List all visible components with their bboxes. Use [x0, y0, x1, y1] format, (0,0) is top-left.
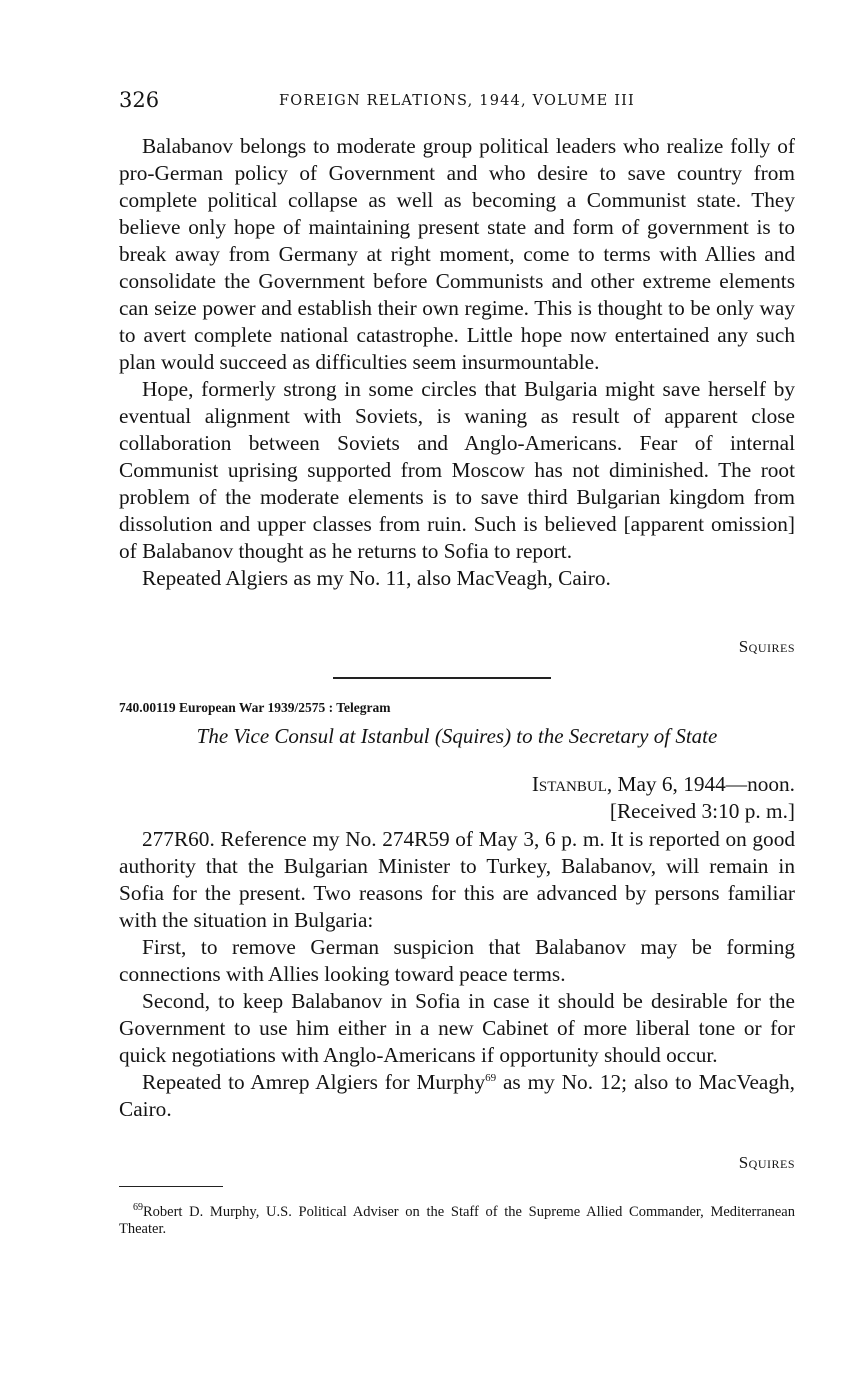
page-header	[119, 88, 795, 118]
footnote-reference: 69	[485, 1071, 497, 1084]
dateline-place: Istanbul,	[531, 772, 613, 796]
footnote-text: Robert D. Murphy, U.S. Political Adviser on the Staff of the Supreme Allied Commander, Mediterranean Theater.	[119, 1204, 795, 1237]
dateline-date: May 6, 1944—noon.	[617, 772, 795, 796]
page-number: 326	[119, 88, 160, 112]
paragraph-text: as my No. 12; also to MacVeagh, Cairo.	[119, 1070, 795, 1121]
running-head: FOREIGN RELATIONS, 1944, VOLUME III	[279, 93, 635, 109]
document-title: The Vice Consul at Istanbul (Squires) to the Secretary of State	[196, 724, 718, 748]
received-note: [Received 3:10 p. m.]	[609, 799, 795, 823]
paragraph: First, to remove German suspicion that Balabanov may be forming connections with Allies looking toward peace terms.	[119, 935, 795, 986]
signature: Squires	[738, 637, 795, 656]
telegram-text	[119, 826, 795, 1123]
section-divider	[333, 677, 551, 679]
paragraph: Hope, formerly strong in some circles that Bulgaria might save herself by eventual alignment with Soviets, is waning as result of apparent close collaboration between Soviets and Anglo-Americans. Fear of internal Communist uprising supported from Moscow has not diminished. The root problem of the moderate elements is to save third Bulgarian kingdom from dissolution and upper classes from ruin. Such is believed [apparent omission] of Balabanov thought as he returns to Sofia to report.	[119, 377, 795, 563]
file-reference: 740.00119 European War 1939/2575 : Telegram	[119, 700, 391, 715]
footnote-mark: 69	[133, 1202, 143, 1214]
footnote	[119, 1204, 795, 1238]
paragraph: Balabanov belongs to moderate group political leaders who realize folly of pro-German policy of Government and who desire to save country from complete political collapse as well as becoming a Communist state. They believe only hope of maintaining present state and form of government is to break away from Germany at right moment, come to terms with Allies and consolidate the Government before Communists and other extreme elements can seize power and establish their own regime. This is thought to be only way to avert complete national catastrophe. Little hope now entertained any such plan would succeed as difficulties seem insurmountable.	[119, 134, 795, 374]
signature: Squires	[738, 1153, 795, 1172]
paragraph	[119, 1069, 795, 1123]
dateline	[532, 771, 795, 825]
paragraph: Second, to keep Balabanov in Sofia in case it should be desirable for the Government to use him either in a new Cabinet of more liberal tone or for quick negotiations with Anglo-Americans if opportunity should occur.	[119, 989, 795, 1067]
paragraph: 277R60. Reference my No. 274R59 of May 3, 6 p. m. It is reported on good authority that the Bulgarian Minister to Turkey, Balabanov, will remain in Sofia for the present. Two reasons for this are advanced by persons familiar with the situation in Bulgaria:	[119, 827, 795, 932]
footnote-divider	[119, 1186, 223, 1187]
paragraph-text: Repeated to Amrep Algiers for Murphy	[142, 1070, 486, 1094]
paragraph: Repeated Algiers as my No. 11, also MacVeagh, Cairo.	[142, 566, 611, 590]
continued-telegram-text	[119, 133, 795, 592]
